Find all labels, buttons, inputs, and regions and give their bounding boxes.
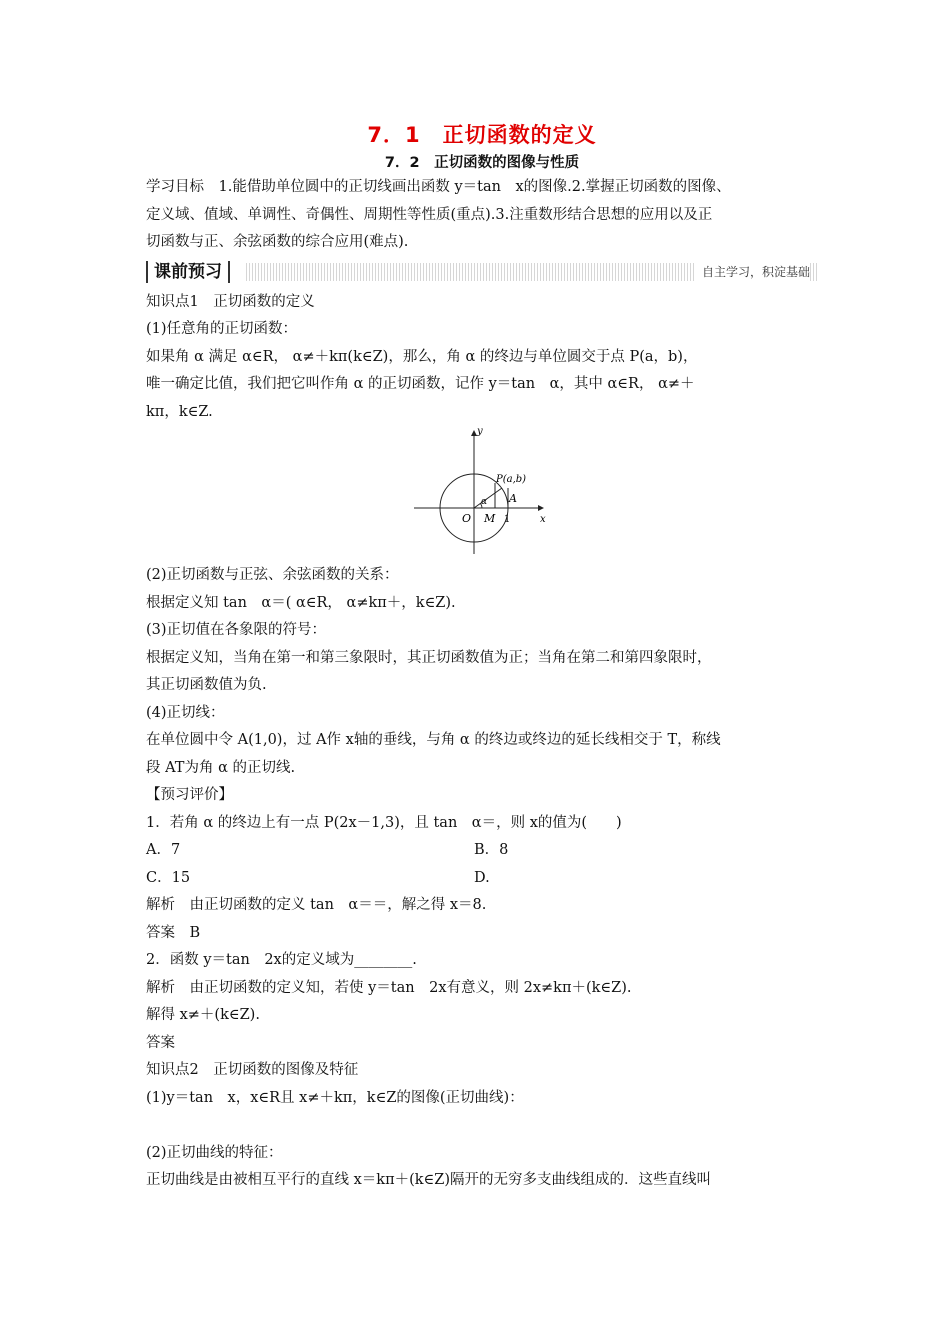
blank-space	[146, 1112, 818, 1140]
goals-line-3: 切函数与正、余弦函数的综合应用(难点).	[146, 234, 409, 250]
kp2-heading: 知识点2 正切函数的图像及特征	[146, 1062, 359, 1078]
sub-title: 7．2 正切函数的图像与性质	[384, 155, 580, 171]
label-p: P(a,b)	[496, 474, 527, 485]
kp1-s2: (2)正切函数与正弦、余弦函数的关系：	[146, 567, 399, 583]
q1-option-a: A．7	[146, 842, 181, 858]
kp1-s3-line-1: 根据定义知，当角在第一和第三象限时，其正切函数值为正；当角在第二和第四象限时，	[146, 649, 712, 666]
q1-option-c: C．15	[146, 869, 191, 886]
unit-circle-figure	[146, 426, 818, 562]
kp2-s1: (1)y＝tan x，x∈R且 x≠＋kπ，k∈Z的图像(正切曲线)：	[146, 1089, 524, 1106]
q1-analysis: 解析 由正切函数的定义 tan α＝＝，解之得 x＝8.	[146, 897, 487, 913]
label-one: 1	[504, 514, 511, 525]
goals-line-1: 学习目标 1.能借助单位圆中的正切线画出函数 y＝tan x的图像.2.掌握正切函数的图像、	[146, 179, 731, 195]
label-y: y	[477, 426, 483, 437]
section-label: 课前预习	[146, 261, 230, 283]
unit-circle-svg	[410, 426, 550, 560]
kp2-s2-line: 正切曲线是由被相互平行的直线 x＝kπ＋(k∈Z)隔开的无穷多支曲线组成的．这些直线叫	[146, 1172, 712, 1188]
goals-line-2: 定义域、值域、单调性、奇偶性、周期性等性质(重点).3.注重数形结合思想的应用以及正	[146, 206, 713, 223]
terminal-side	[474, 488, 502, 508]
q1-options-row-1	[146, 837, 818, 865]
q1-options-row-2	[146, 865, 818, 893]
kp2-s2: (2)正切曲线的特征：	[146, 1144, 283, 1161]
kp1-s1-line-2: 唯一确定比值，我们把它叫作角 α 的正切函数，记作 y＝tan α，其中 α∈R， α≠＋	[146, 376, 695, 392]
q2-answer: 答案	[146, 1034, 175, 1051]
kp1-s2-line: 根据定义知 tan α＝( α∈R， α≠kπ＋，k∈Z).	[146, 594, 456, 611]
review-heading: 【预习评价】	[146, 787, 233, 803]
kp1-heading: 知识点1 正切函数的定义	[146, 293, 315, 310]
q2-analysis: 解析 由正切函数的定义知，若使 y＝tan 2x有意义，则 2x≠kπ＋(k∈Z).	[146, 979, 632, 996]
label-alpha: α	[481, 497, 488, 507]
kp1-s1-line-1: 如果角 α 满足 α∈R， α≠＋kπ(k∈Z)，那么，角 α 的终边与单位圆交于点 P(a，b)，	[146, 348, 698, 365]
q1-answer: 答案 B	[146, 924, 201, 941]
question-1: 1．若角 α 的终边上有一点 P(2x－1,3)，且 tan α＝，则 x的值为( )	[146, 814, 622, 831]
label-a: A	[509, 492, 517, 505]
label-o: O	[462, 512, 472, 525]
kp1-s3: (3)正切值在各象限的符号：	[146, 622, 327, 638]
main-title: 7．1 正切函数的定义	[367, 123, 597, 147]
x-axis-arrow	[538, 505, 544, 511]
kp1-s1: (1)任意角的正切函数：	[146, 321, 298, 337]
question-2: 2．函数 y＝tan 2x的定义域为________.	[146, 952, 417, 968]
kp1-s1-line-3: kπ，k∈Z.	[146, 403, 213, 420]
label-m: M	[484, 512, 496, 525]
label-x: x	[540, 514, 546, 525]
section-tagline: 自主学习，积淀基础	[696, 263, 810, 281]
section-banner	[146, 259, 818, 287]
document-page	[146, 118, 818, 1195]
kp1-s3-line-2: 其正切函数值为负.	[146, 677, 267, 693]
kp1-s4: (4)正切线：	[146, 704, 225, 721]
q2-solve: 解得 x≠＋(k∈Z).	[146, 1007, 260, 1023]
kp1-s4-line-1: 在单位圆中令 A(1,0)，过 A作 x轴的垂线，与角 α 的终边或终边的延长线相交于 T，称线	[146, 732, 721, 748]
q1-option-b: B．8	[474, 842, 509, 858]
q1-option-d: D.	[474, 869, 490, 886]
kp1-s4-line-2: 段 AT为角 α 的正切线.	[146, 759, 296, 776]
